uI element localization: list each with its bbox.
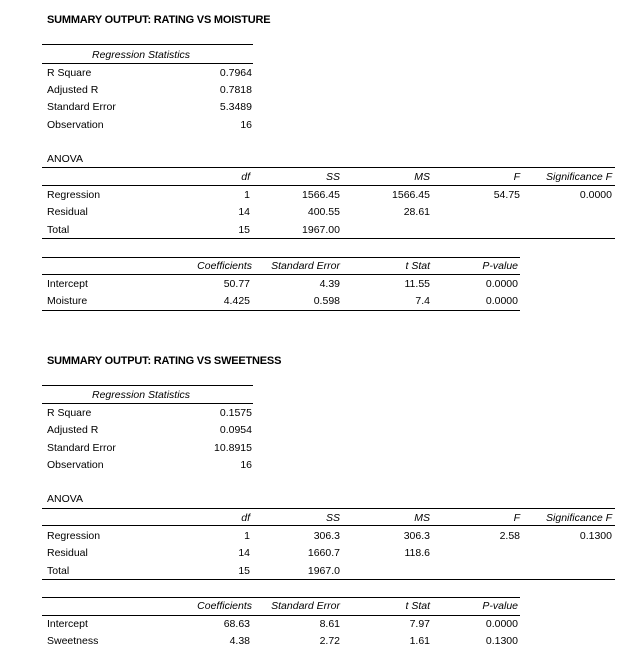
row-label: Residual [47, 206, 88, 218]
stat-label: Adjusted R [47, 84, 99, 96]
cell-ss: 1967.00 [302, 224, 340, 236]
table-rule [42, 597, 520, 598]
stat-value: 0.1575 [219, 407, 252, 419]
table-rule [42, 63, 253, 64]
table-rule [42, 167, 615, 168]
table-rule [42, 44, 253, 45]
cell-t: 11.55 [404, 278, 430, 290]
cell-df: 15 [238, 565, 250, 577]
cell-se: 2.72 [319, 635, 340, 647]
anova-header-ss: SS [325, 512, 340, 524]
cell-ms: 306.3 [403, 530, 430, 542]
stat-label: Observation [47, 119, 104, 131]
se-header: Standard Error [271, 260, 340, 272]
section-title: SUMMARY OUTPUT: RATING VS MOISTURE [47, 14, 271, 26]
cell-t: 7.4 [415, 295, 430, 307]
cell-ms: 118.6 [404, 547, 430, 559]
cell-df: 1 [244, 530, 250, 542]
cell-df: 1 [244, 189, 250, 201]
stat-label: Adjusted R [47, 424, 99, 436]
cell-p: 0.0000 [485, 278, 518, 290]
row-label: Residual [47, 547, 88, 559]
anova-header-ms: MS [414, 171, 430, 183]
row-label: Intercept [47, 278, 88, 290]
stat-value: 10.8915 [214, 442, 252, 454]
cell-df: 15 [238, 224, 250, 236]
row-label: Total [47, 565, 70, 577]
coef-header: Coefficients [197, 600, 252, 612]
cell-t: 1.61 [409, 635, 430, 647]
stat-value: 0.0954 [219, 424, 252, 436]
stat-value: 16 [240, 459, 252, 471]
cell-coef: 50.77 [223, 278, 250, 290]
table-rule [42, 579, 615, 580]
coef-header: Coefficients [197, 260, 252, 272]
anova-header-sig: Significance F [546, 171, 612, 183]
se-header: Standard Error [271, 600, 340, 612]
cell-ss: 306.3 [313, 530, 340, 542]
cell-ms: 1566.45 [392, 189, 430, 201]
row-label: Regression [47, 530, 101, 542]
row-label: Intercept [47, 618, 88, 630]
cell-t: 7.97 [409, 618, 430, 630]
cell-sig: 0.0000 [579, 189, 612, 201]
anova-header-f: F [513, 171, 520, 183]
cell-ss: 1967.0 [307, 565, 340, 577]
cell-p: 0.0000 [485, 295, 518, 307]
stat-value: 0.7964 [219, 67, 252, 79]
pvalue-header: P-value [482, 600, 518, 612]
pvalue-header: P-value [482, 260, 518, 272]
table-rule [42, 525, 615, 526]
cell-ms: 28.61 [403, 206, 430, 218]
table-rule [42, 508, 615, 509]
cell-se: 4.39 [319, 278, 340, 290]
table-rule [42, 385, 253, 386]
cell-se: 8.61 [319, 618, 340, 630]
cell-se: 0.598 [313, 295, 340, 307]
row-label: Moisture [47, 295, 88, 307]
anova-header-ms: MS [414, 512, 430, 524]
stat-value: 5.3489 [219, 101, 252, 113]
table-rule [42, 257, 520, 258]
cell-df: 14 [238, 206, 250, 218]
section-title: SUMMARY OUTPUT: RATING VS SWEETNESS [47, 355, 282, 367]
row-label: Total [47, 224, 70, 236]
cell-df: 14 [238, 547, 250, 559]
stat-label: R Square [47, 407, 92, 419]
table-rule [42, 185, 615, 186]
table-rule [42, 238, 615, 239]
cell-sig: 0.1300 [579, 530, 612, 542]
anova-label: ANOVA [47, 153, 83, 165]
table-rule [42, 403, 253, 404]
cell-ss: 400.55 [307, 206, 340, 218]
anova-header-f: F [513, 512, 520, 524]
cell-coef: 68.63 [223, 618, 250, 630]
cell-ss: 1566.45 [302, 189, 340, 201]
stat-label: R Square [47, 67, 92, 79]
row-label: Sweetness [47, 635, 99, 647]
anova-header-ss: SS [325, 171, 340, 183]
table-rule [42, 274, 520, 275]
cell-f: 54.75 [493, 189, 520, 201]
stat-label: Observation [47, 459, 104, 471]
stat-label: Standard Error [47, 101, 116, 113]
cell-p: 0.0000 [485, 618, 518, 630]
cell-ss: 1660.7 [307, 547, 340, 559]
table-rule [42, 310, 520, 311]
anova-header-df: df [241, 171, 250, 183]
row-label: Regression [47, 189, 101, 201]
cell-coef: 4.38 [229, 635, 250, 647]
cell-coef: 4.425 [223, 295, 250, 307]
cell-p: 0.1300 [485, 635, 518, 647]
tstat-header: t Stat [405, 600, 430, 612]
anova-label: ANOVA [47, 493, 83, 505]
stat-value: 0.7818 [219, 84, 252, 96]
stat-value: 16 [240, 119, 252, 131]
stat-label: Standard Error [47, 442, 116, 454]
reg-stats-header: Regression Statistics [92, 49, 191, 61]
reg-stats-header: Regression Statistics [92, 389, 191, 401]
anova-header-sig: Significance F [546, 512, 612, 524]
table-rule [42, 615, 520, 616]
tstat-header: t Stat [405, 260, 430, 272]
cell-f: 2.58 [499, 530, 520, 542]
anova-header-df: df [241, 512, 250, 524]
